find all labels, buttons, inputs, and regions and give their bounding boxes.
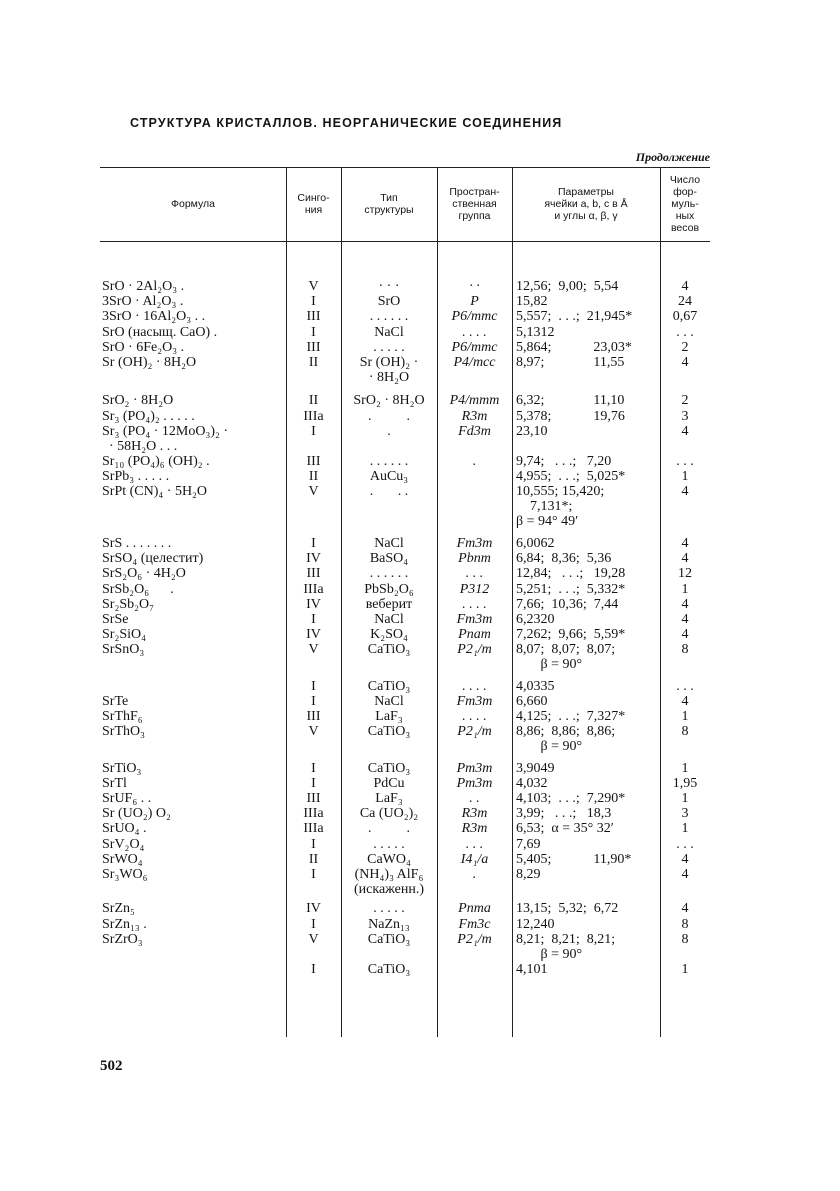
row-structure-type: NaZn₁₃	[368, 916, 410, 932]
row-formula: SrS₂O₆ · 4H₂O	[102, 566, 186, 582]
row-formula: 3SrO · 16Al₂O₃ . .	[102, 309, 206, 325]
row-space-group: P2₁/m	[457, 642, 492, 658]
row-formula: SrWO₄	[102, 851, 143, 867]
row-structure-type: SrO	[377, 294, 401, 310]
row-space-group: . . .	[465, 836, 484, 852]
row-syngony: I	[311, 775, 316, 791]
row-space-group: . . . .	[462, 709, 487, 725]
table-row	[100, 536, 710, 551]
row-formula: SrThF₆	[102, 709, 143, 725]
page-number: 502	[100, 1058, 123, 1074]
row-structure-type: CaTiO₃	[367, 642, 411, 658]
table-row	[100, 424, 710, 454]
row-space-group: Pnam	[458, 627, 491, 643]
row-formula-weights: 4	[681, 596, 689, 612]
row-parameters: 5,864; 23,03*	[516, 339, 632, 355]
row-space-group: P6/mmc	[451, 309, 498, 325]
row-formula: Sr₂SiO₄	[102, 627, 146, 643]
row-formula: SrUF₆ . .	[102, 791, 152, 807]
column-header-space-group: Простран- ственная группа	[449, 186, 500, 222]
row-space-group: Fm3m	[456, 612, 493, 627]
row-structure-type: CaTiO₃	[367, 678, 411, 694]
row-syngony: III	[306, 709, 321, 725]
row-parameters: 6,53; α = 35° 32′	[516, 821, 614, 837]
row-parameters: 6,2320	[516, 612, 555, 627]
row-space-group: P6/mmc	[451, 339, 498, 355]
row-formula-weights: 1	[681, 469, 689, 485]
table-row	[100, 469, 710, 484]
row-formula: 3SrO · Al₂O₃ .	[102, 294, 184, 310]
row-space-group: · ·	[469, 279, 480, 294]
row-structure-type: · · ·	[378, 279, 400, 294]
row-structure-type: Ca (UO₂)₂	[359, 806, 419, 822]
row-formula: SrZn₅	[102, 901, 135, 917]
row-formula-weights: 24	[678, 294, 692, 310]
row-parameters: 4,103; . . .; 7,290*	[516, 791, 626, 807]
row-syngony: V	[308, 931, 319, 947]
row-structure-type: NaCl	[374, 324, 404, 340]
row-formula-weights: 4	[681, 484, 689, 500]
row-formula-weights: 4	[681, 279, 689, 294]
row-parameters: 4,101	[516, 962, 548, 978]
row-formula-weights: . . .	[676, 836, 694, 852]
row-formula: SrSb₂O₆ .	[102, 581, 174, 597]
row-formula-weights: 4	[681, 551, 689, 567]
row-formula: Sr (UO₂) O₂	[102, 806, 171, 822]
row-structure-type: BaSO₄	[369, 551, 409, 567]
table-row	[100, 309, 710, 324]
row-space-group: R3m	[461, 408, 488, 424]
row-structure-type: LaF₃	[375, 709, 403, 725]
row-space-group: R3m	[461, 821, 488, 837]
row-space-group: . . .	[465, 566, 484, 582]
row-syngony: IIIa	[303, 806, 324, 822]
row-formula-weights: 4	[681, 536, 689, 552]
column-header-structure-type: Тип структуры	[364, 192, 414, 216]
table-row	[100, 612, 710, 627]
row-parameters: 12,56; 9,00; 5,54	[516, 279, 619, 294]
row-formula-weights: 12	[678, 566, 692, 582]
table-row	[100, 355, 710, 385]
row-structure-type: . .	[368, 408, 410, 424]
row-space-group: .	[472, 454, 477, 470]
row-structure-type: . .	[368, 821, 410, 837]
row-formula: SrTl	[102, 775, 127, 791]
row-structure-type: LaF₃	[375, 791, 403, 807]
row-space-group: P4/mmm	[449, 393, 500, 409]
row-structure-type: . . . . . .	[369, 454, 409, 470]
row-syngony: I	[311, 294, 316, 310]
row-syngony: IV	[306, 596, 321, 612]
row-structure-type: NaCl	[374, 612, 404, 627]
row-structure-type: . . . . . .	[369, 309, 409, 325]
row-formula-weights: 8	[681, 916, 689, 932]
row-formula-weights: 8	[681, 642, 689, 658]
row-formula-weights: . . .	[676, 324, 694, 340]
row-syngony: I	[311, 916, 316, 932]
row-structure-type: SrO₂ · 8H₂O	[353, 393, 425, 409]
row-formula-weights: . . .	[676, 454, 694, 470]
row-syngony: I	[311, 612, 316, 627]
row-formula: SrO · 6Fe₂O₃ .	[102, 339, 185, 355]
row-parameters: 7,69	[516, 836, 541, 852]
column-header-syngony: Синго- ния	[297, 192, 330, 216]
row-formula-weights: 8	[681, 931, 689, 947]
row-structure-type: PbSb₂O₆	[364, 581, 414, 597]
row-syngony: I	[311, 678, 316, 694]
row-formula: SrPt (CN)₄ · 5H₂O	[102, 484, 208, 500]
row-formula: Sr₃ (PO₄)₂ . . . . .	[102, 408, 195, 424]
row-parameters: 9,74; . . .; 7,20	[516, 454, 612, 470]
table-row	[100, 837, 710, 852]
row-space-group: Fm3m	[456, 693, 493, 709]
row-syngony: I	[311, 693, 316, 709]
row-space-group: .	[472, 867, 477, 883]
row-structure-type: CaWO₄	[367, 851, 411, 867]
row-parameters: 7,66; 10,36; 7,44	[516, 596, 619, 612]
table-row	[100, 867, 710, 897]
row-formula: SrV₂O₄	[102, 836, 145, 852]
table-row	[100, 551, 710, 566]
row-parameters: 6,32; 11,10	[516, 393, 625, 409]
row-parameters: 4,125; . . .; 7,327*	[516, 709, 626, 725]
row-space-group: P4/mcc	[453, 354, 496, 370]
row-parameters: 13,15; 5,32; 6,72	[516, 901, 619, 917]
row-structure-type: CaTiO₃	[367, 724, 411, 740]
row-structure-type: . . .	[369, 484, 409, 500]
row-formula: Sr₃ (PO₄ · 12MoO₃)₂ · · 58H₂O . . .	[102, 423, 229, 454]
table-row	[100, 709, 710, 724]
row-syngony: I	[311, 962, 316, 978]
table-row	[100, 582, 710, 597]
column-header-parameters: Параметры ячейки a, b, c в Å и углы α, β, γ	[544, 186, 628, 222]
row-space-group: Pm3m	[456, 775, 493, 791]
row-parameters: 5,378; 19,76	[516, 408, 625, 424]
row-parameters: 7,262; 9,66; 5,59*	[516, 627, 626, 643]
row-parameters: 8,86; 8,86; 8,86; β = 90°	[516, 724, 616, 755]
row-syngony: I	[311, 760, 316, 776]
row-syngony: I	[311, 423, 316, 439]
row-formula-weights: 4	[681, 867, 689, 883]
row-formula-weights: 1	[681, 821, 689, 837]
row-structure-type: (NH₄)₃ AlF₆ (искаженн.)	[353, 867, 425, 898]
table-row	[100, 932, 710, 962]
row-formula-weights: 4	[681, 354, 689, 370]
row-parameters: 4,0335	[516, 678, 555, 694]
row-formula: SrS . . . . . . .	[102, 536, 172, 552]
row-syngony: II	[308, 354, 319, 370]
row-parameters: 6,84; 8,36; 5,36	[516, 551, 612, 567]
row-formula-weights: 4	[681, 901, 689, 917]
row-syngony: I	[311, 867, 316, 883]
row-space-group: P312	[459, 581, 490, 597]
row-space-group: P2₁/m	[457, 724, 492, 740]
row-syngony: III	[306, 309, 321, 325]
row-space-group: P2₁/m	[457, 931, 492, 947]
row-formula: Sr₃WO₆	[102, 867, 148, 883]
row-formula-weights: 4	[681, 851, 689, 867]
table-row	[100, 642, 710, 672]
table-row	[100, 566, 710, 581]
row-space-group: Fm3m	[456, 536, 493, 552]
row-syngony: I	[311, 536, 316, 552]
row-formula-weights: 3	[681, 408, 689, 424]
row-formula: SrSnO₃	[102, 642, 145, 658]
row-structure-type: PdCu	[373, 775, 405, 791]
row-formula: SrPb₃ . . . . .	[102, 469, 170, 485]
row-formula-weights: 4	[681, 693, 689, 709]
row-structure-type: . . . . .	[373, 339, 405, 355]
row-structure-type: . . . . . .	[369, 566, 409, 582]
row-syngony: IIIa	[303, 821, 324, 837]
row-structure-type: NaCl	[374, 536, 404, 552]
row-syngony: II	[308, 469, 319, 485]
header-bottom-rule	[100, 241, 710, 242]
table-row	[100, 791, 710, 806]
table-row	[100, 484, 710, 530]
row-formula-weights: 1	[681, 581, 689, 597]
table-row	[100, 679, 710, 694]
row-syngony: IV	[306, 901, 321, 917]
row-structure-type: Sr (OH)₂ · · 8H₂O	[359, 354, 419, 385]
row-structure-type: NaCl	[374, 693, 404, 709]
table-row	[100, 962, 710, 977]
row-syngony: IIIa	[303, 408, 324, 424]
row-parameters: 4,955; . . .; 5,025*	[516, 469, 626, 485]
table-row	[100, 761, 710, 776]
row-formula-weights: 8	[681, 724, 689, 740]
row-syngony: II	[308, 393, 319, 409]
row-formula: SrZn₁₃ .	[102, 916, 147, 932]
row-structure-type: CaTiO₃	[367, 760, 411, 776]
row-syngony: IIIa	[303, 581, 324, 597]
row-syngony: II	[308, 851, 319, 867]
row-syngony: V	[308, 724, 319, 740]
row-space-group: . . . .	[462, 596, 487, 612]
table-top-rule	[100, 167, 710, 168]
row-space-group: Pbnm	[458, 551, 491, 567]
row-formula-weights: 3	[681, 806, 689, 822]
row-parameters: 4,032	[516, 775, 548, 791]
table-row	[100, 294, 710, 309]
row-parameters: 6,660	[516, 693, 548, 709]
row-formula: SrO · 2Al₂O₃ .	[102, 279, 185, 294]
row-parameters: 8,21; 8,21; 8,21; β = 90°	[516, 931, 616, 962]
row-space-group: . . . .	[462, 324, 487, 340]
row-space-group: P	[470, 294, 479, 310]
table-row	[100, 821, 710, 836]
row-formula-weights: 1,95	[672, 775, 698, 791]
row-formula-weights: 2	[681, 339, 689, 355]
row-formula-weights: . . .	[676, 678, 694, 694]
row-syngony: I	[311, 324, 316, 340]
row-structure-type: . . . . .	[373, 901, 405, 917]
table-row	[100, 279, 710, 294]
row-structure-type: AuCu₃	[369, 469, 409, 485]
row-formula: SrZrO₃	[102, 931, 143, 947]
row-formula-weights: 1	[681, 962, 689, 978]
table-row	[100, 917, 710, 932]
row-parameters: 8,07; 8,07; 8,07; β = 90°	[516, 642, 616, 673]
row-parameters: 5,1312	[516, 324, 555, 340]
row-space-group: I4₁/a	[460, 851, 489, 867]
row-parameters: 5,405; 11,90*	[516, 851, 632, 867]
row-space-group: . .	[469, 791, 480, 807]
row-structure-type: веберит	[365, 596, 413, 612]
row-formula-weights: 1	[681, 791, 689, 807]
table-row	[100, 806, 710, 821]
row-structure-type: CaTiO₃	[367, 962, 411, 978]
row-parameters: 23,10	[516, 423, 548, 439]
row-formula: SrO₂ · 8H₂O	[102, 393, 174, 409]
row-formula: SrUO₄ .	[102, 821, 147, 837]
row-formula: SrSe	[102, 612, 129, 627]
row-space-group: Fd3m	[458, 423, 491, 439]
row-syngony: V	[308, 642, 319, 658]
continuation-label: Продолжение	[635, 150, 710, 164]
row-syngony: V	[308, 279, 319, 294]
row-parameters: 3,99; . . .; 18,3	[516, 806, 612, 822]
row-parameters: 10,555; 15,420; 7,131*; β = 94° 49′	[516, 484, 605, 530]
row-formula-weights: 1	[681, 760, 689, 776]
table-row	[100, 409, 710, 424]
row-formula: SrO (насыщ. CaO) .	[102, 324, 218, 340]
row-space-group: Pm3m	[456, 760, 493, 776]
column-header-formula-weights: Число фор- муль- ных весов	[669, 174, 701, 234]
table-row	[100, 325, 710, 340]
row-syngony: I	[311, 836, 316, 852]
row-parameters: 6,0062	[516, 536, 555, 552]
row-parameters: 12,84; . . .; 19,28	[516, 566, 626, 582]
row-formula-weights: 4	[681, 423, 689, 439]
table-row	[100, 597, 710, 612]
row-parameters: 15,82	[516, 294, 548, 310]
row-syngony: III	[306, 791, 321, 807]
row-formula: Sr₁₀ (PO₄)₆ (OH)₂ .	[102, 454, 210, 470]
row-parameters: 8,29	[516, 867, 541, 883]
row-parameters: 5,251; . . .; 5,332*	[516, 581, 626, 597]
row-syngony: III	[306, 454, 321, 470]
row-formula-weights: 4	[681, 612, 689, 627]
table-row	[100, 724, 710, 754]
row-syngony: IV	[306, 551, 321, 567]
table-row	[100, 901, 710, 916]
row-syngony: V	[308, 484, 319, 500]
row-space-group: Pnma	[458, 901, 491, 917]
row-formula: SrSO₄ (целестит)	[102, 551, 204, 567]
row-formula: Sr₂Sb₂O₇	[102, 596, 154, 612]
row-parameters: 3,9049	[516, 760, 555, 776]
row-syngony: III	[306, 566, 321, 582]
table-row	[100, 454, 710, 469]
row-parameters: 5,557; . . .; 21,945*	[516, 309, 633, 325]
row-formula: SrThO₃	[102, 724, 145, 740]
row-formula-weights: 4	[681, 627, 689, 643]
column-header-formula: Формула	[171, 198, 215, 210]
row-structure-type: K₂SO₄	[370, 627, 408, 643]
row-formula-weights: 2	[681, 393, 689, 409]
row-formula: Sr (OH)₂ · 8H₂O	[102, 354, 197, 370]
row-parameters: 12,240	[516, 916, 555, 932]
row-space-group: R3m	[461, 806, 488, 822]
table-row	[100, 627, 710, 642]
row-formula: SrTiO₃	[102, 760, 142, 776]
row-space-group: . . . .	[462, 678, 487, 694]
row-structure-type: . . . . .	[373, 836, 405, 852]
row-formula: SrTe	[102, 693, 129, 709]
table-row	[100, 776, 710, 791]
row-space-group: Fm3c	[458, 916, 491, 932]
table-row	[100, 852, 710, 867]
crystal-structure-table	[100, 167, 710, 1037]
row-parameters: 8,97; 11,55	[516, 354, 625, 370]
row-formula-weights: 1	[681, 709, 689, 725]
row-structure-type: .	[387, 423, 391, 439]
row-syngony: III	[306, 339, 321, 355]
row-structure-type: CaTiO₃	[367, 931, 411, 947]
row-syngony: IV	[306, 627, 321, 643]
table-row	[100, 694, 710, 709]
table-row	[100, 340, 710, 355]
page-title: СТРУКТУРА КРИСТАЛЛОВ. НЕОРГАНИЧЕСКИЕ СОЕДИНЕНИЯ	[130, 116, 563, 130]
row-formula-weights: 0,67	[672, 309, 698, 325]
table-body	[100, 279, 710, 977]
table-row	[100, 393, 710, 408]
